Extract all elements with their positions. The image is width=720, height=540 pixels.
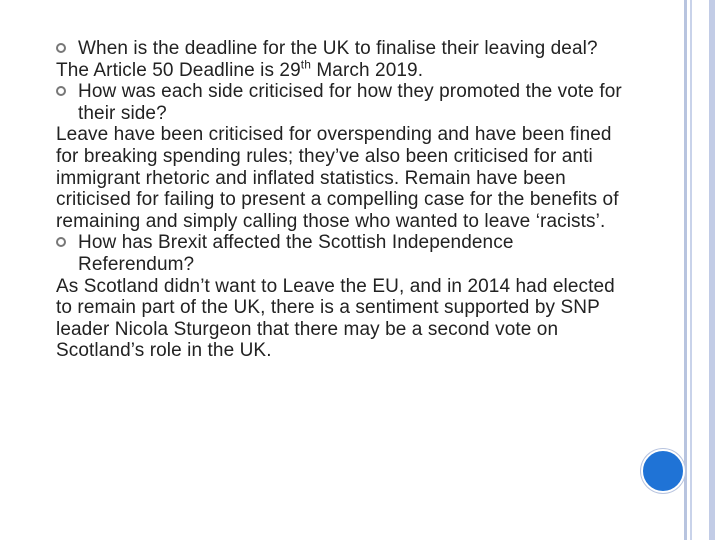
answer-text: March 2019. xyxy=(310,59,424,81)
question-text: How has Brexit affected the Scottish Independence Referendum? xyxy=(78,232,514,275)
question-3 xyxy=(56,232,628,275)
blue-circle-icon xyxy=(641,449,685,493)
answer-3: As Scotland didn’t want to Leave the EU, and in 2014 had elected to remain part of the UK, there is a sentiment supported by SNP leader Nicola Sturgeon that there may be a second vote on Scotland’s role in the UK. xyxy=(56,275,615,362)
question-text: How was each side criticised for how they promoted the vote for their side? xyxy=(78,81,622,124)
slide-content xyxy=(56,38,628,362)
question-text: When is the deadline for the UK to finalise their leaving deal? xyxy=(78,38,598,59)
hollow-circle-bullet-icon xyxy=(56,43,66,53)
side-rule xyxy=(709,0,715,540)
answer-2: Leave have been criticised for overspending and have been fined for breaking spending rules; they’ve also been criticised for anti immigrant rhetoric and inflated statistics. Remain have been criticised for failing to present a compelling case for the benefits of remaining and simply calling those who wanted to leave ‘racists’. xyxy=(56,124,619,232)
hollow-circle-bullet-icon xyxy=(56,237,66,247)
question-1 xyxy=(56,38,628,60)
ordinal-suffix: th xyxy=(300,57,311,72)
answer-1 xyxy=(56,57,628,82)
side-rule xyxy=(684,0,687,540)
question-2 xyxy=(56,81,628,124)
answer-text: The Article 50 Deadline is 29 xyxy=(56,59,301,81)
side-rule xyxy=(690,0,692,540)
hollow-circle-bullet-icon xyxy=(56,86,66,96)
